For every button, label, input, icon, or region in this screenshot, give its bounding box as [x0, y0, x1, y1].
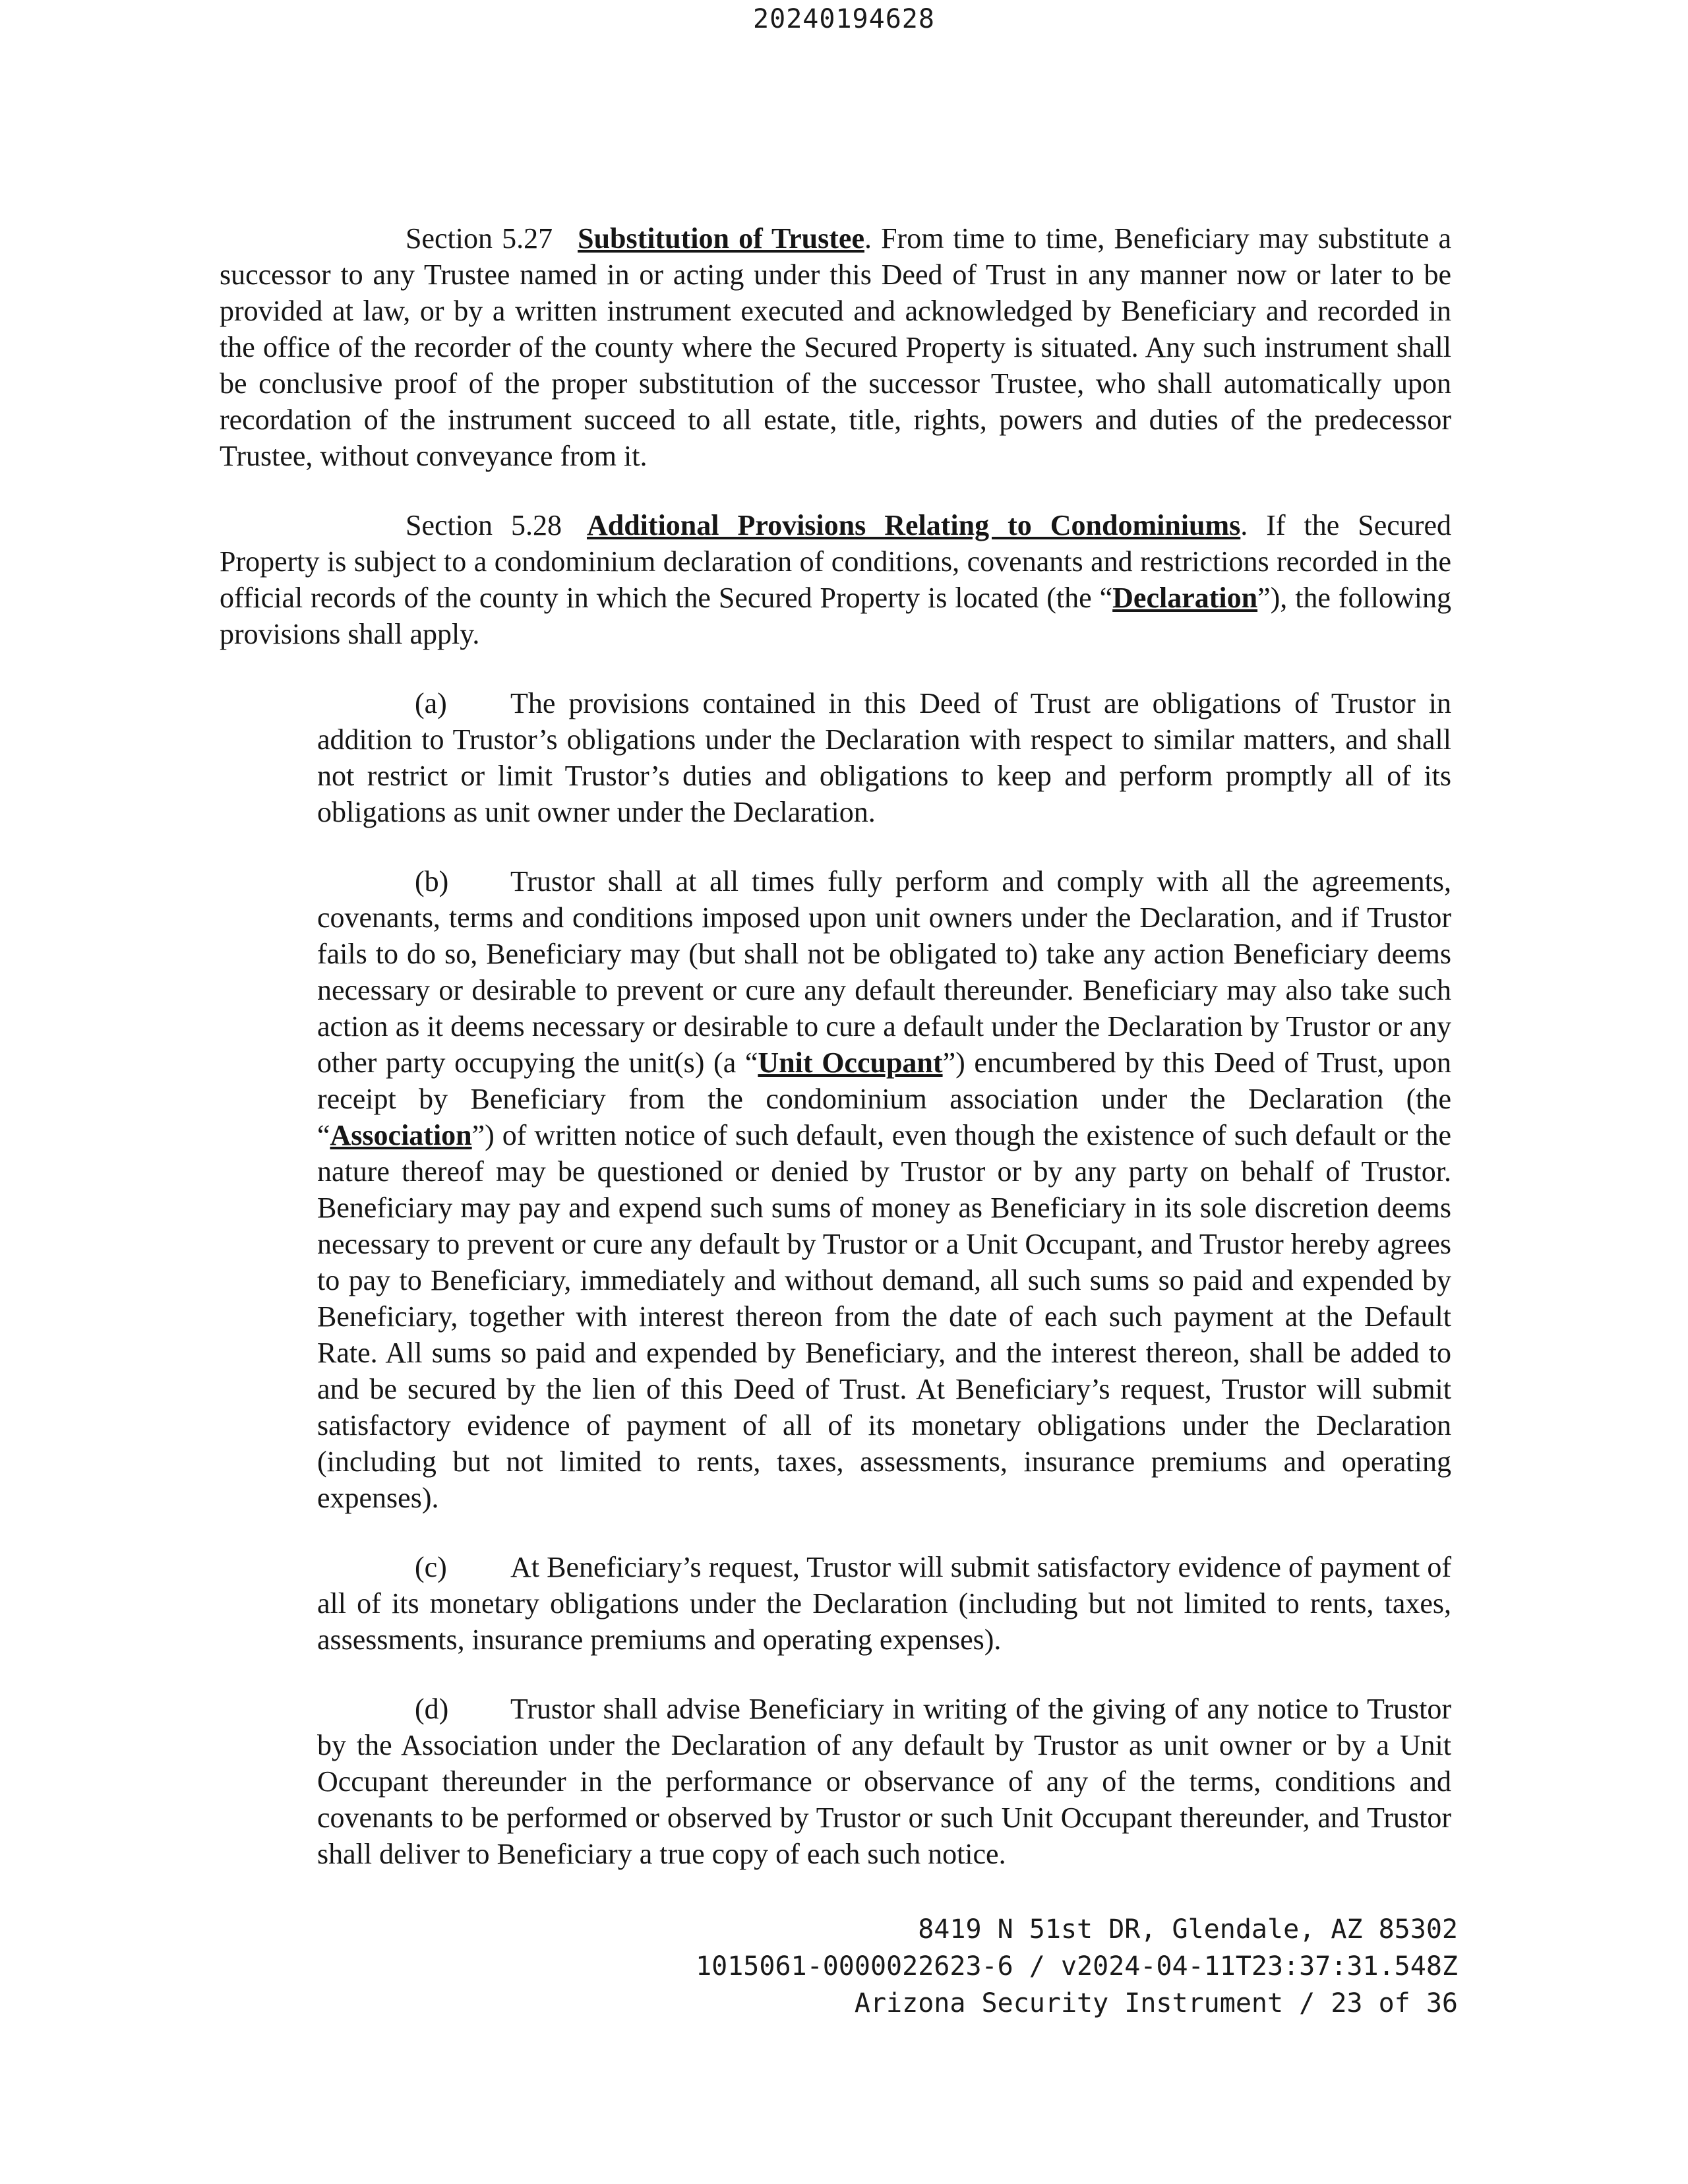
loan-version-id: 1015061-0000022623-6 / v2024-04-11T23:37:31.548Z	[696, 1951, 1458, 1982]
property-address: 8419 N 51st DR, Glendale, AZ 85302	[918, 1914, 1458, 1945]
subparagraph-text: Trustor shall advise Beneficiary in writing of the giving of any notice to Trustor by the Association under the Declaration of any default by Trustor as unit owner or by a Unit Occupant thereunder in the performance or observance of any of the terms, conditions and covenants to be performed or observed by Trustor or such Unit Occupant thereunder, and Trustor shall deliver to Beneficiary a true copy of each such notice.	[317, 1693, 1451, 1870]
section-5-27-paragraph	[220, 220, 1451, 474]
subparagraph-label: (c)	[415, 1551, 447, 1583]
section-text: . If the Secured Property is subject to a condominium declaration of conditions, covenants and restrictions recorded in the official records of the county in which the Secured Property is located (the “	[220, 509, 1451, 614]
subparagraph-text: ”) encumbered by this Deed of Trust, upon receipt by Beneficiary from the condominium association under the Declaration (the “	[317, 1046, 1451, 1151]
subparagraph-d	[317, 1691, 1451, 1872]
section-text: ”), the following provisions shall apply.	[220, 582, 1451, 650]
subparagraph-a	[317, 685, 1451, 830]
section-number: Section 5.27	[406, 222, 553, 255]
subparagraph-label: (b)	[415, 865, 449, 897]
section-title: Substitution of Trustee	[578, 222, 864, 255]
subparagraph-text: The provisions contained in this Deed of Trust are obligations of Trustor in addition to Trustor’s obligations under the Declaration with respect to similar matters, and shall not restrict or limit Trustor’s duties and obligations to keep and perform promptly all of its obligations as unit owner under the Declaration.	[317, 687, 1451, 828]
subparagraph-text: Trustor shall at all times fully perform and comply with all the agreements, covenants, terms and conditions imposed upon unit owners under the Declaration, and if Trustor fails to do so, Beneficiary may (but shall not be obligated to) take any action Beneficiary deems necessary or desirable to prevent or cure any default thereunder. Beneficiary may also take such action as it deems necessary or desirable to cure a default under the Declaration by Trustor or any other party occupying the unit(s) (a “	[317, 865, 1451, 1079]
section-5-28-paragraph	[220, 507, 1451, 652]
subparagraph-b	[317, 863, 1451, 1516]
subparagraph-label: (d)	[415, 1693, 449, 1725]
defined-term-association: Association	[330, 1119, 472, 1151]
subparagraph-label: (a)	[415, 687, 447, 719]
subparagraph-c	[317, 1549, 1451, 1658]
document-body	[220, 220, 1451, 1905]
subparagraph-text: ”) of written notice of such default, even though the existence of such default or the nature thereof may be questioned or denied by Trustor or by any party on behalf of Trustor. Beneficiary may pay and expend such sums of money as Beneficiary in its sole discretion deems necessary to prevent or cure any default by Trustor or a Unit Occupant, and Trustor hereby agrees to pay to Beneficiary, immediately and without demand, all such sums so paid and expended by Beneficiary, together with interest thereon from the date of each such payment at the Default Rate. All sums so paid and expended by Beneficiary, and the interest thereon, shall be added to and be secured by the lien of this Deed of Trust. At Beneficiary’s request, Trustor will submit satisfactory evidence of payment of all of its monetary obligations under the Declaration (including but not limited to rents, taxes, assessments, insurance premiums and operating expenses).	[317, 1119, 1451, 1514]
section-text: . From time to time, Beneficiary may substitute a successor to any Trustee named in or acting under this Deed of Trust in any manner now or later to be provided at law, or by a written instrument executed and acknowledged by Beneficiary and recorded in the office of the recorder of the county where the Secured Property is situated. Any such instrument shall be conclusive proof of the proper substitution of the successor Trustee, who shall automatically upon recordation of the instrument succeed to all estate, title, rights, powers and duties of the predecessor Trustee, without conveyance from it.	[220, 222, 1451, 472]
defined-term-declaration: Declaration	[1112, 582, 1258, 614]
page-footer	[696, 1911, 1458, 2022]
defined-term-unit-occupant: Unit Occupant	[758, 1046, 943, 1079]
subparagraph-text: At Beneficiary’s request, Trustor will submit satisfactory evidence of payment of all of its monetary obligations under the Declaration (including but not limited to rents, taxes, assessments, insurance premiums and operating expenses).	[317, 1551, 1451, 1656]
section-number: Section 5.28	[406, 509, 562, 541]
page-number: Arizona Security Instrument / 23 of 36	[854, 1988, 1458, 2018]
document-number: 20240194628	[753, 4, 935, 34]
section-title: Additional Provisions Relating to Condominiums	[586, 509, 1241, 541]
